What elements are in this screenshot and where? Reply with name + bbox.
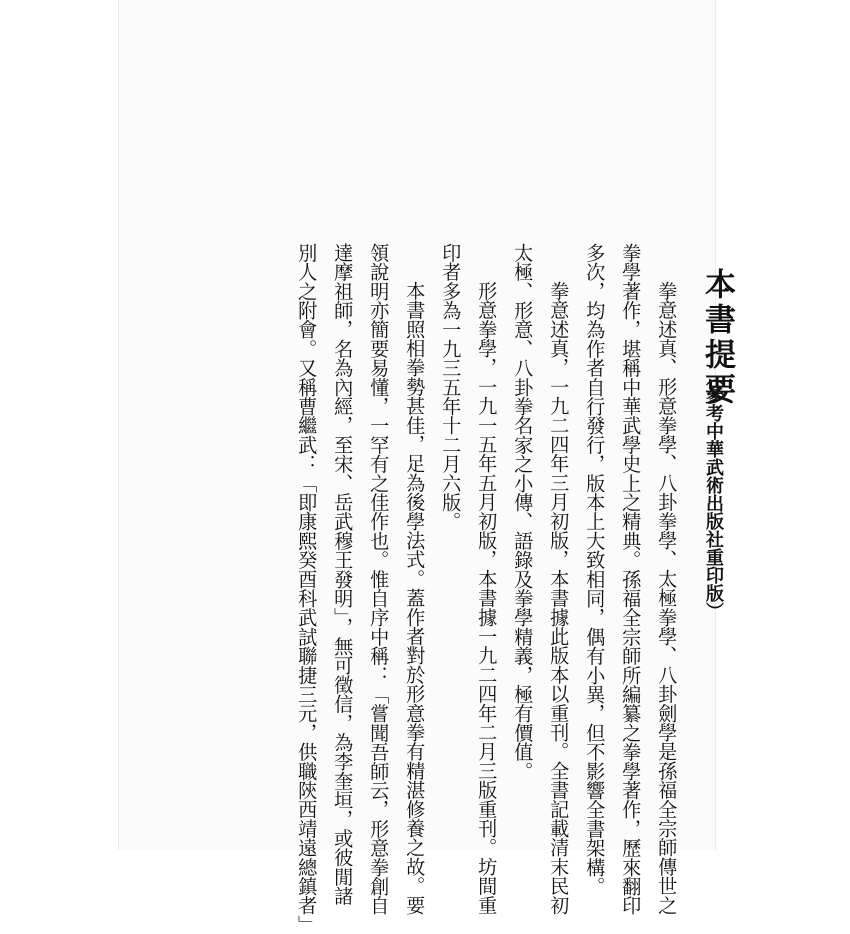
page-subtitle: （參考中華武術出版社重印版） (703, 368, 724, 620)
text-column: 多次，均為作者自行發行，版本上大致相同，偶有小異，但不影響全書架構。 (583, 243, 607, 896)
text-column: 太極、形意、八卦拳名家之小傳、語錄及拳學精義，極有價值。 (511, 243, 535, 781)
text-column: 達摩祖師，名為內經，至宋、岳武穆王發明」，無可徵信，為李奎垣，或彼閒諸 (331, 243, 355, 906)
text-column: 形意拳學，一九一五年五月初版，本書據一九二四年二月三版重刊。坊間重 (475, 281, 499, 915)
text-column: 拳學著作，堪稱中華武學史上之精典。孫福全宗師所編纂之拳學著作，歷來翻印 (619, 243, 643, 915)
text-column: 領說明亦簡要易懂，一罕有之佳作也。惟自序中稱：「嘗聞吾師云，形意拳創自 (367, 243, 391, 915)
text-column: 別人之附會。又稱曹繼武：「即康熙癸酉科武試聯捷三元，供職陝西靖遠總鎮者」 (295, 243, 319, 934)
text-column: 拳意述真、形意拳學、八卦拳學、太極拳學、八卦劍學是孫福全宗師傳世之 (655, 281, 679, 915)
text-column: 印者多為一九三五年十二月六版。 (439, 243, 463, 531)
text-column: 拳意述真，一九二四年三月初版，本書據此版本以重刊。全書記載清末民初 (547, 281, 571, 915)
document-page (118, 0, 735, 934)
text-column: 本書照相拳勢甚佳，足為後學法式。蓋作者對於形意拳有精湛修養之故。要 (403, 281, 427, 915)
page-title: 本書提要 (699, 268, 735, 408)
